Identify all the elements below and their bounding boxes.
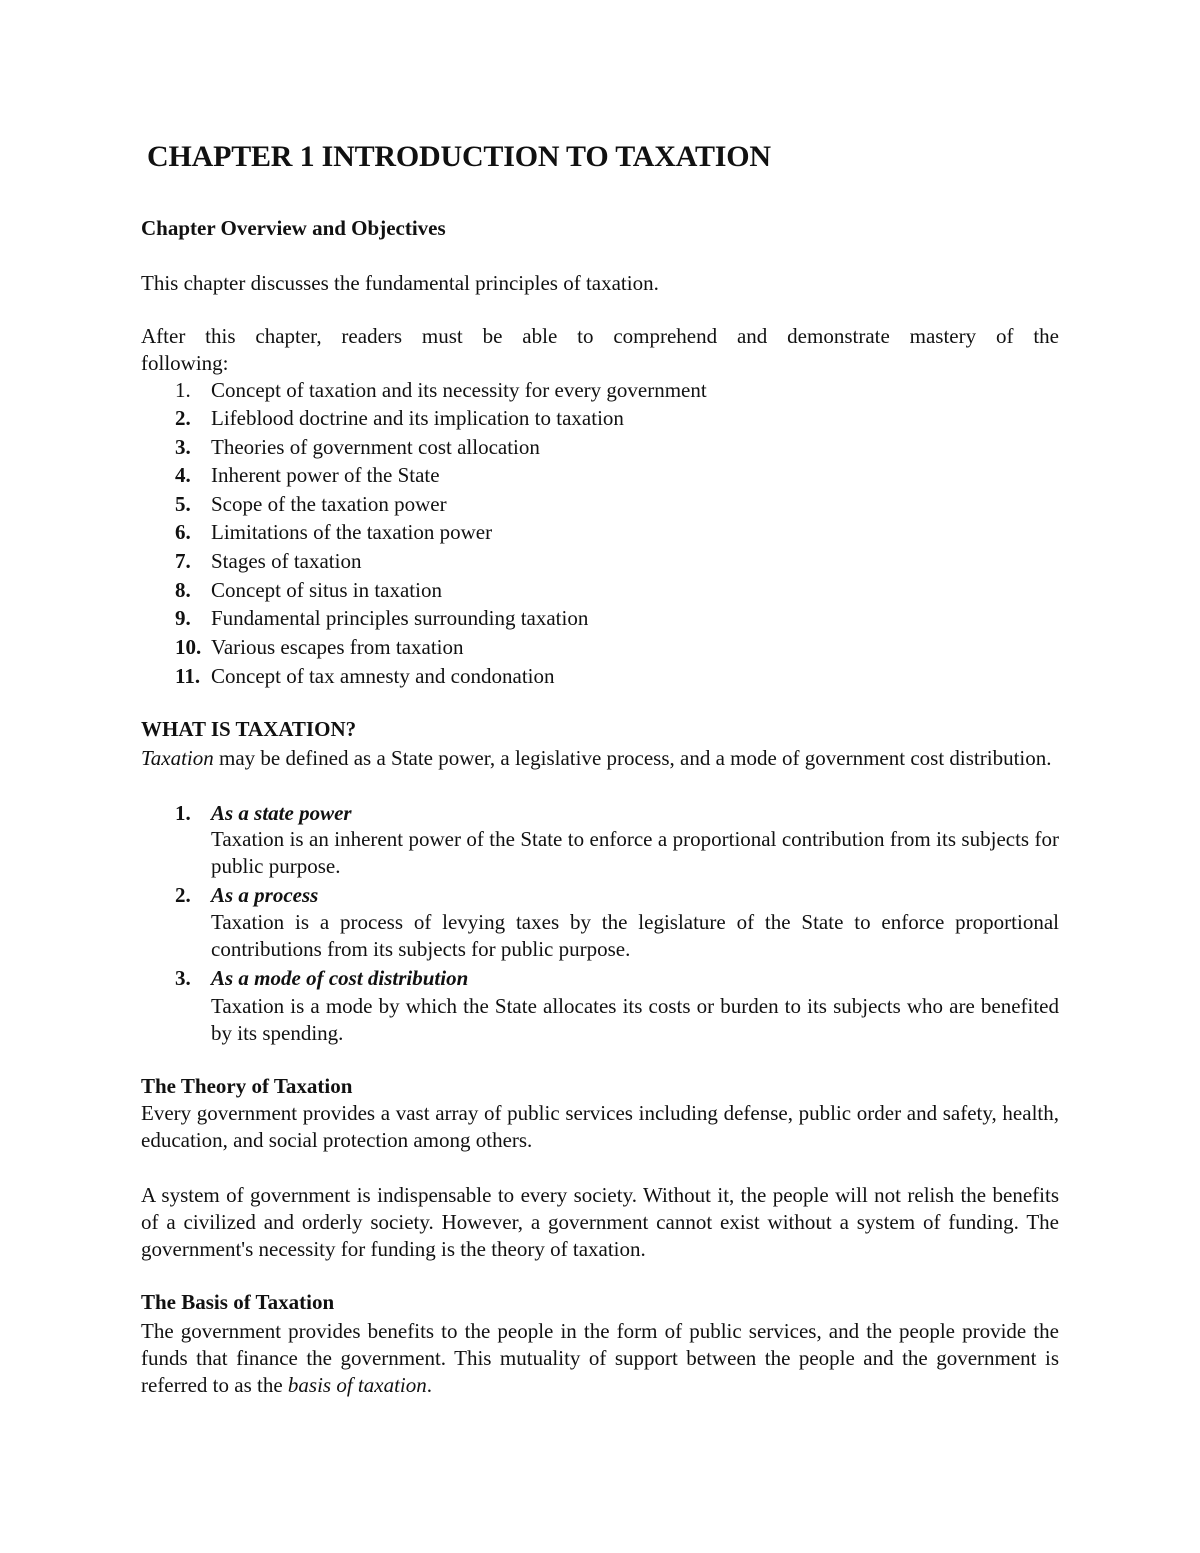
definition-item-title: As a process xyxy=(211,883,319,907)
definition-text: may be defined as a State power, a legislative process, and a mode of government cost distribution. xyxy=(213,746,1052,770)
list-number: 1. xyxy=(175,378,191,402)
chapter-title: CHAPTER 1 INTRODUCTION TO TAXATION xyxy=(147,140,771,173)
list-text: Lifeblood doctrine and its implication to taxation xyxy=(211,406,624,430)
list-number: 3. xyxy=(175,435,191,459)
list-number: 9. xyxy=(175,606,191,630)
definition-item-body: Taxation is a process of levying taxes by the legislature of the State to enforce proportional contributions from its subjects for public purpose. xyxy=(211,910,1059,961)
list-text: Limitations of the taxation power xyxy=(211,520,493,544)
list-number: 7. xyxy=(175,549,191,573)
definition-item-title: As a state power xyxy=(211,801,352,825)
list-text: Scope of the taxation power xyxy=(211,492,447,516)
definition-item-body: Taxation is an inherent power of the State to enforce a proportional contribution from its subjects for public purpose. xyxy=(211,827,1059,878)
list-text: Inherent power of the State xyxy=(211,463,440,487)
list-text: Concept of taxation and its necessity for every government xyxy=(211,378,707,402)
basis-term: basis of taxation xyxy=(287,1373,427,1397)
list-text: Fundamental principles surrounding taxation xyxy=(211,606,589,630)
list-text: Concept of situs in taxation xyxy=(211,578,442,602)
definition-item-title: As a mode of cost distribution xyxy=(211,966,469,990)
list-text: Various escapes from taxation xyxy=(211,635,464,659)
list-number: 4. xyxy=(175,463,191,487)
basis-paragraph xyxy=(141,1318,1059,1399)
list-number: 11. xyxy=(175,664,201,688)
overview-lead-line2: following: xyxy=(141,351,229,375)
list-number: 5. xyxy=(175,492,191,516)
taxation-definition xyxy=(141,745,1059,772)
list-text: Stages of taxation xyxy=(211,549,362,573)
list-text: Theories of government cost allocation xyxy=(211,435,540,459)
list-number: 8. xyxy=(175,578,191,602)
definition-term: Taxation xyxy=(141,746,214,770)
list-number: 10. xyxy=(175,635,202,659)
overview-heading: Chapter Overview and Objectives xyxy=(141,216,446,240)
definition-item-body: Taxation is a mode by which the State allocates its costs or burden to its subjects who are benefited by its spending. xyxy=(211,994,1059,1045)
list-number: 2. xyxy=(175,883,191,907)
list-number: 6. xyxy=(175,520,191,544)
theory-heading: The Theory of Taxation xyxy=(141,1074,353,1098)
overview-intro: This chapter discusses the fundamental principles of taxation. xyxy=(141,271,659,295)
what-is-heading: WHAT IS TAXATION? xyxy=(141,717,357,741)
theory-paragraph-1: Every government provides a vast array of public services including defense, public order and safety, health, education, and social protection among others. xyxy=(141,1101,1059,1152)
list-number: 1. xyxy=(175,801,191,825)
basis-text: The government provides benefits to the people in the form of public services, and the people provide the funds that finance the government. This mutuality of support between the people and the government is referred to as the xyxy=(141,1319,1059,1397)
list-number: 3. xyxy=(175,966,191,990)
list-text: Concept of tax amnesty and condonation xyxy=(211,664,555,688)
basis-heading: The Basis of Taxation xyxy=(141,1290,335,1314)
basis-end: . xyxy=(426,1373,433,1397)
theory-paragraph-2: A system of government is indispensable to every society. Without it, the people will not relish the benefits of a civilized and orderly society. However, a government cannot exist without a system of funding. The government's necessity for funding is the theory of taxation. xyxy=(141,1183,1059,1261)
overview-lead-line1: After this chapter, readers must be able to comprehend and demonstrate mastery of the xyxy=(141,324,1059,348)
list-number: 2. xyxy=(175,406,191,430)
